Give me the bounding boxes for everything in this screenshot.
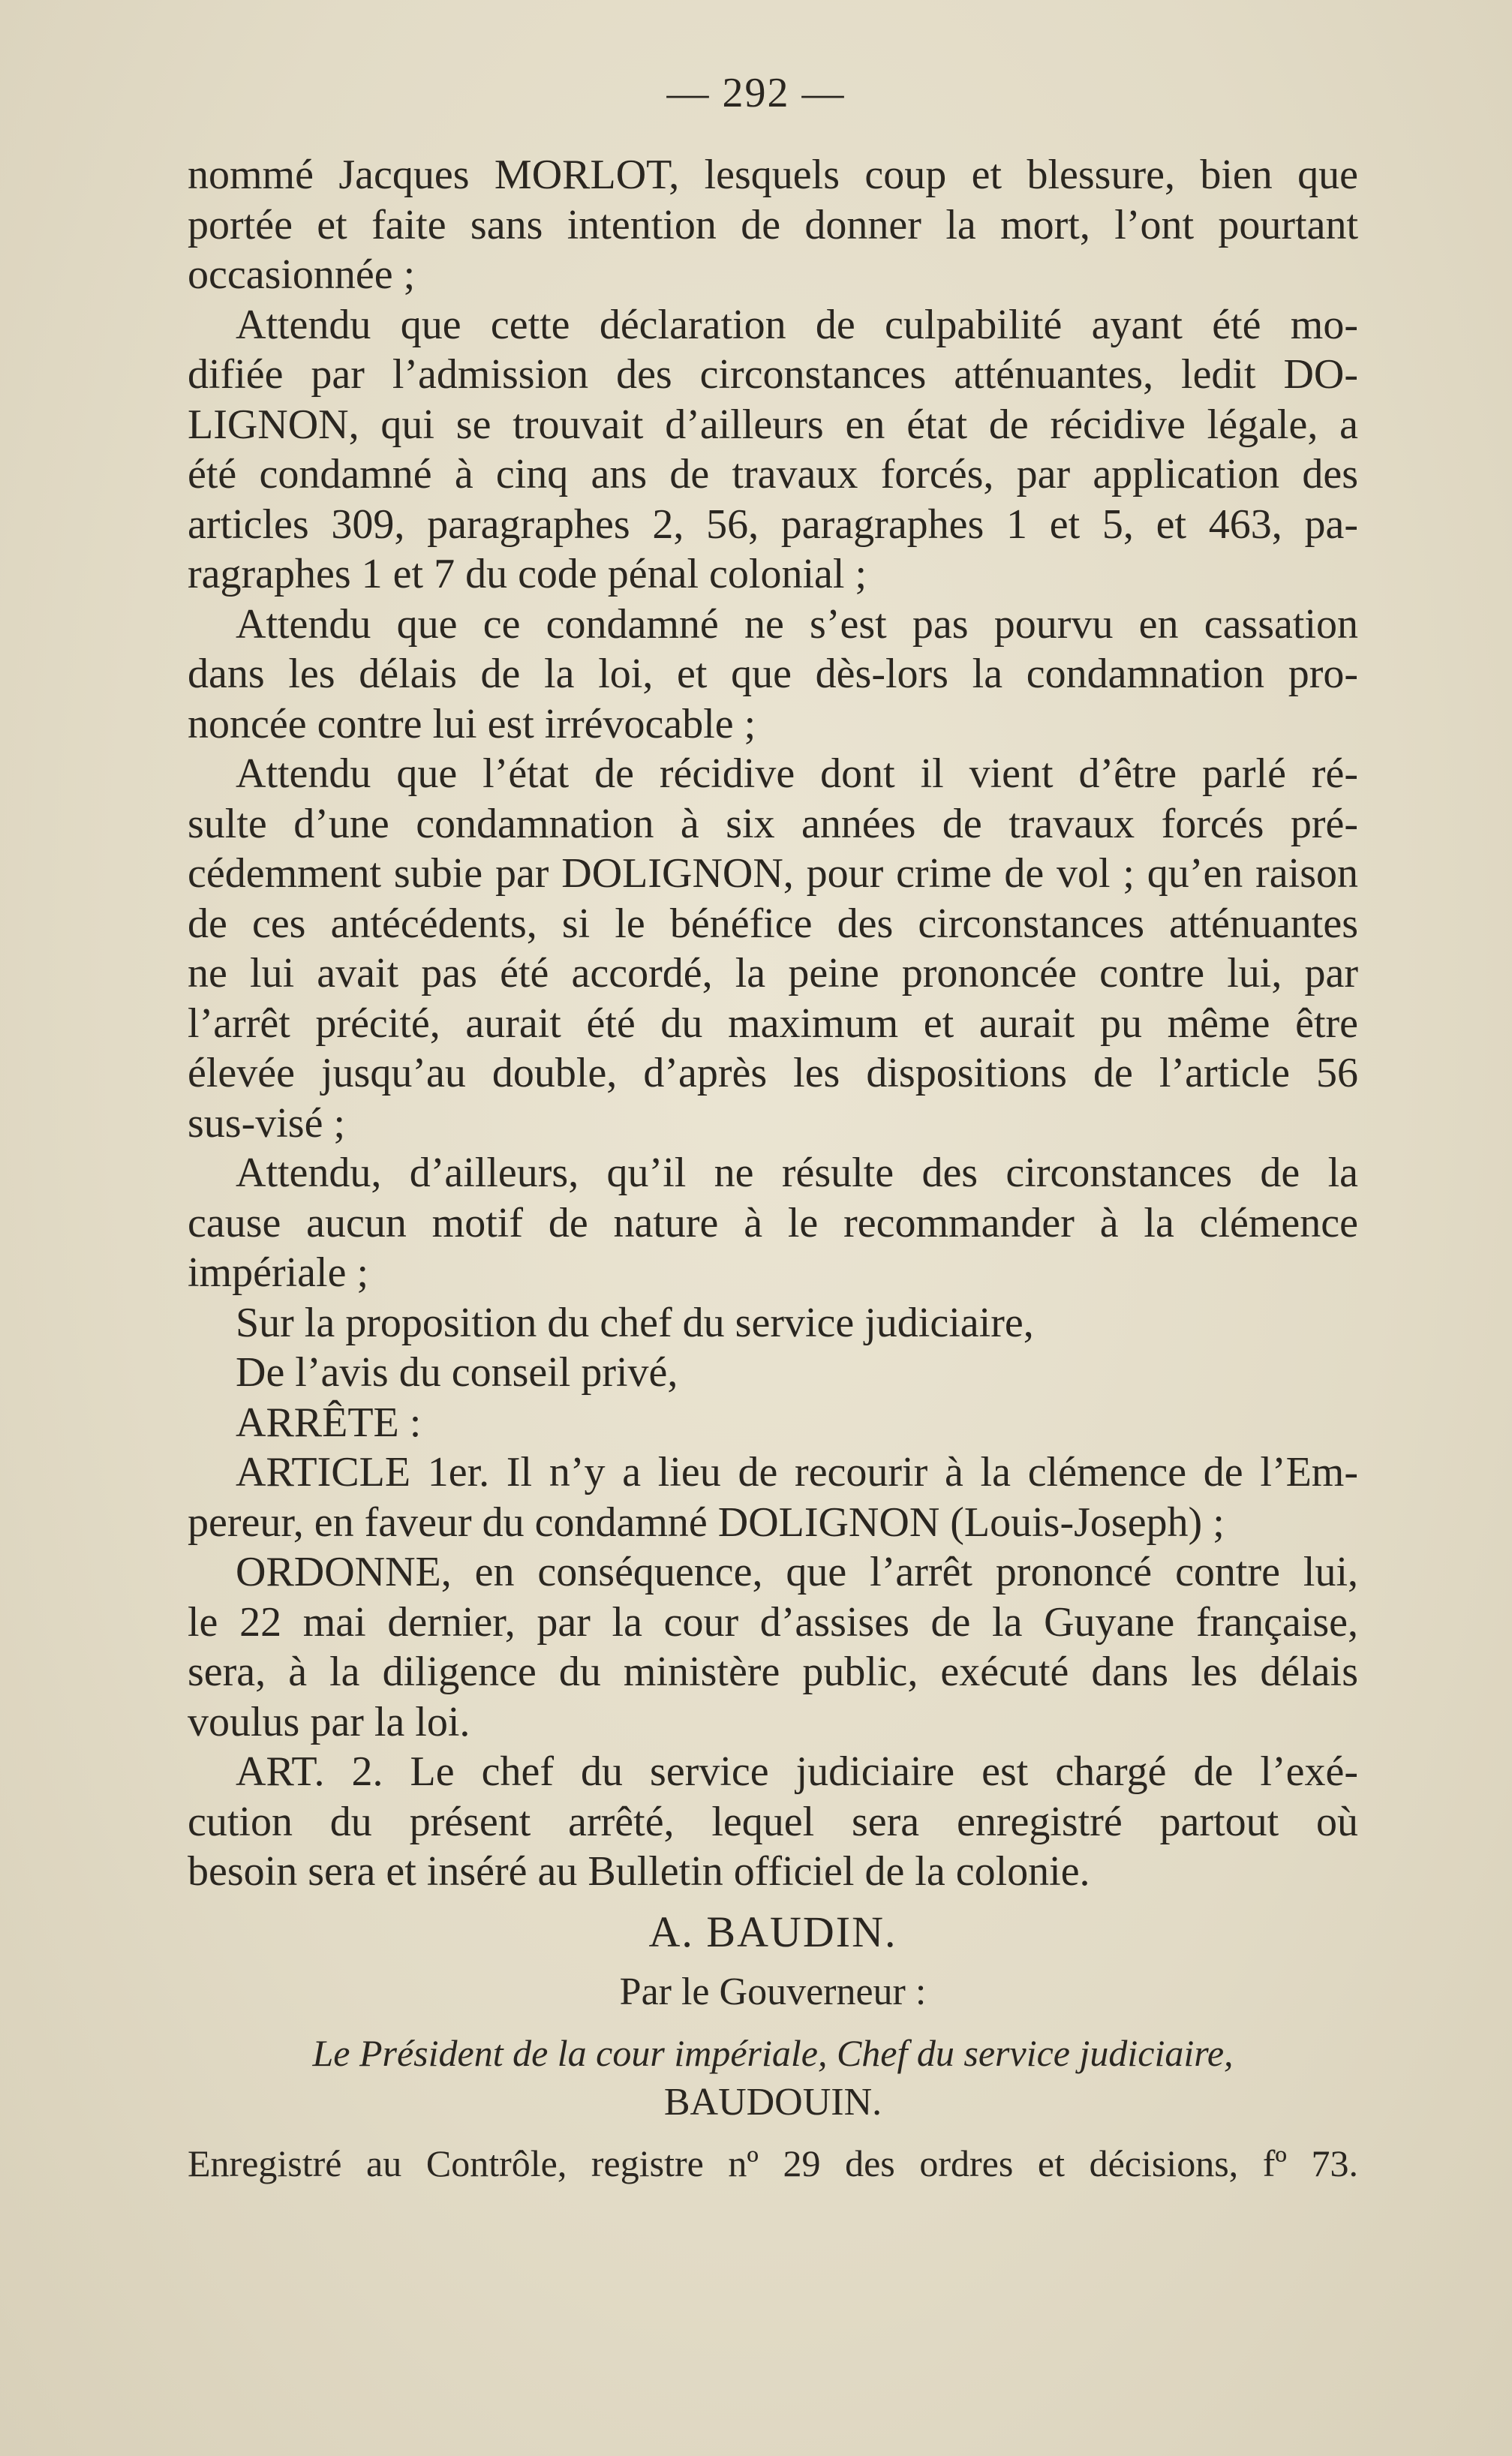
text-line: Attendu que cette déclaration de culpabilité ayant été mo- bbox=[236, 301, 1358, 348]
text-line: le 22 mai dernier, par la cour d’assises de la Guyane française, bbox=[188, 1598, 1358, 1646]
text-line: l’arrêt précité, aurait été du maximum et aurait pu même être bbox=[188, 1000, 1358, 1047]
text-line: dans les délais de la loi, et que dès-lors la condamnation pro- bbox=[188, 651, 1358, 697]
body-text bbox=[188, 150, 1358, 2188]
text-line: ARTICLE 1er. Il n’y a lieu de recourir à la clémence de l’Em- bbox=[236, 1449, 1358, 1496]
text-line: ART. 2. Le chef du service judiciaire est chargé de l’exé- bbox=[236, 1748, 1358, 1795]
text-line: De l’avis du conseil privé, bbox=[236, 1349, 678, 1396]
text-line: Attendu que ce condamné ne s’est pas pourvu en cassation bbox=[236, 600, 1358, 648]
text-line: cution du présent arrêté, lequel sera enregistré partout où bbox=[188, 1798, 1358, 1845]
text-line: élevée jusqu’au double, d’après les dispositions de l’article 56 bbox=[188, 1050, 1358, 1096]
text-line: ragraphes 1 et 7 du code pénal colonial ; bbox=[188, 551, 867, 597]
president-name: BAUDOUIN. bbox=[663, 2081, 882, 2124]
text-line: impériale ; bbox=[188, 1249, 369, 1296]
text-line: difiée par l’admission des circonstances atténuantes, ledit DO- bbox=[188, 351, 1358, 398]
text-line: sulte d’une condamnation à six années de travaux forcés pré- bbox=[188, 800, 1358, 847]
par-le-gouverneur: Par le Gouverneur : bbox=[619, 1971, 927, 2013]
text-line: ARRÊTE : bbox=[236, 1399, 422, 1446]
text-line: besoin sera et inséré au Bulletin officiel de la colonie. bbox=[188, 1848, 1090, 1895]
text-line: pereur, en faveur du condamné DOLIGNON (Louis-Joseph) ; bbox=[188, 1499, 1225, 1546]
text-lines bbox=[188, 150, 1358, 1897]
registration-note: Enregistré au Contrôle, registre nº 29 des ordres et décisions, fº 73. bbox=[188, 2142, 1358, 2184]
text-line: cédemment subie par DOLIGNON, pour crime de vol ; qu’en raison bbox=[188, 850, 1358, 897]
text-line: occasionnée ; bbox=[188, 251, 416, 298]
text-line: ne lui avait pas été accordé, la peine prononcée contre lui, par bbox=[188, 950, 1358, 997]
text-line: noncée contre lui est irrévocable ; bbox=[188, 700, 756, 747]
text-line: Sur la proposition du chef du service judiciaire, bbox=[236, 1299, 1034, 1346]
text-line: de ces antécédents, si le bénéfice des circonstances atténuantes bbox=[188, 900, 1358, 947]
text-line: sus-visé ; bbox=[188, 1099, 345, 1147]
text-line: été condamné à cinq ans de travaux forcés, par application des bbox=[188, 451, 1358, 498]
text-line: LIGNON, qui se trouvait d’ailleurs en état de récidive légale, a bbox=[188, 401, 1358, 448]
text-line: Attendu que l’état de récidive dont il vient d’être parlé ré- bbox=[236, 750, 1358, 797]
text-line: portée et faite sans intention de donner la mort, l’ont pourtant bbox=[188, 201, 1358, 248]
text-line: Attendu, d’ailleurs, qu’il ne résulte des circonstances de la bbox=[236, 1150, 1358, 1196]
text-line: sera, à la diligence du ministère public, exécuté dans les délais bbox=[188, 1649, 1358, 1695]
page-number: — 292 — bbox=[666, 70, 846, 116]
text-line: voulus par la loi. bbox=[188, 1698, 470, 1745]
text-line: cause aucun motif de nature à le recommander à la clémence bbox=[188, 1199, 1358, 1246]
signature: A. BAUDIN. bbox=[648, 1907, 897, 1956]
president-title: Le Président de la cour impériale, Chef du service judiciaire, bbox=[312, 2031, 1234, 2074]
text-line: nommé Jacques MORLOT, lesquels coup et blessure, bien que bbox=[188, 152, 1358, 198]
text-line: ORDONNE, en conséquence, que l’arrêt prononcé contre lui, bbox=[236, 1549, 1358, 1595]
text-line: articles 309, paragraphes 2, 56, paragraphes 1 et 5, et 463, pa- bbox=[188, 501, 1358, 548]
